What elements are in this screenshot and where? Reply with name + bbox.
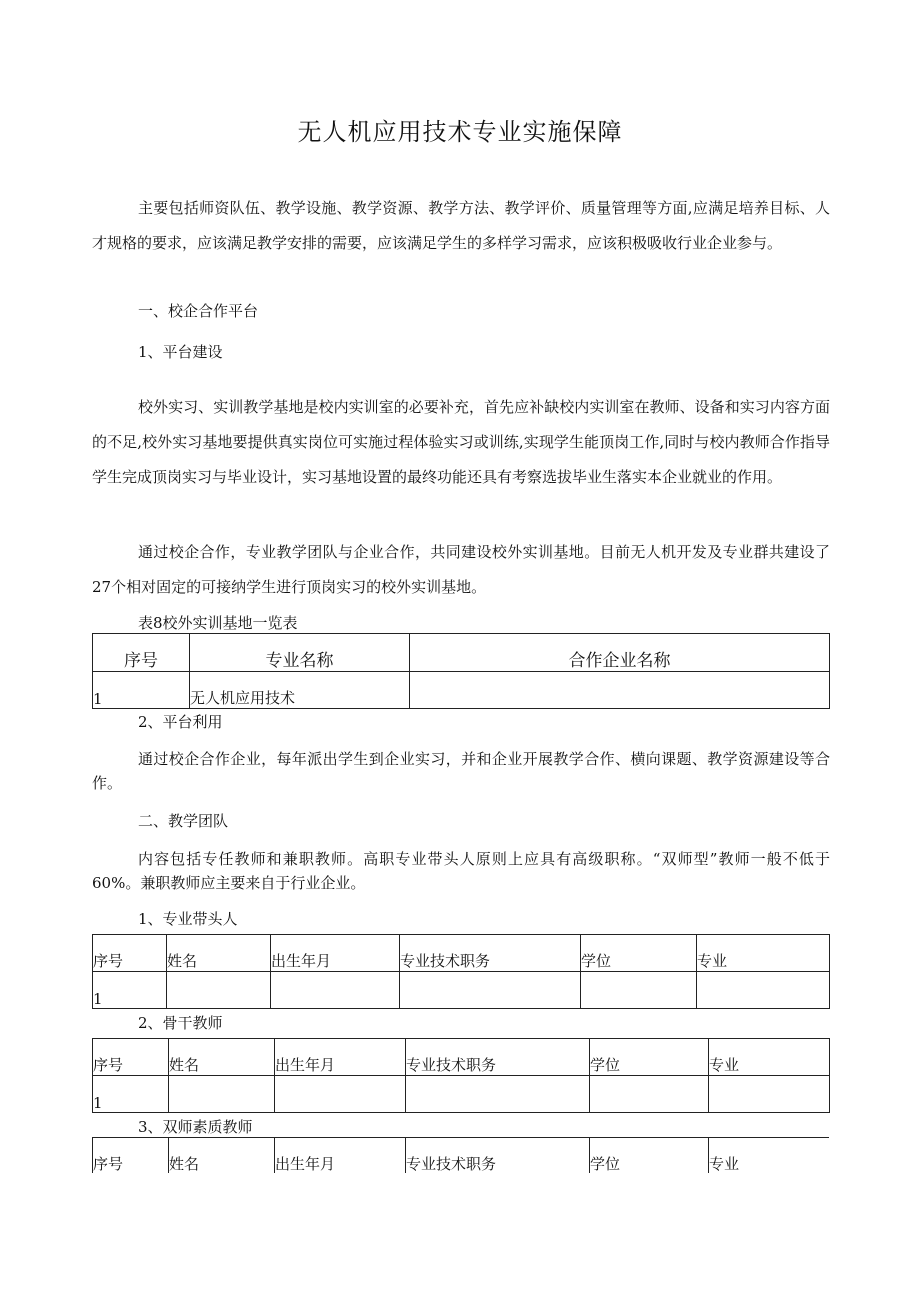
header-cell: 姓名 (169, 1138, 275, 1174)
section1-para3-text: 通过校企合作企业，每年派出学生到企业实习，并和企业开展教学合作、横向课题、教学资源建设等合作。 (92, 750, 830, 792)
table-cell (400, 972, 581, 1009)
table-header-row (93, 1039, 830, 1076)
table-cell (167, 972, 271, 1009)
key-teacher-table (92, 1038, 830, 1113)
section2-sub3: 3、双师素质教师 (138, 1118, 253, 1136)
table-cell (590, 1076, 709, 1113)
header-cell: 专业 (709, 1039, 830, 1076)
section1-para1-text: 校外实习、实训教学基地是校内实训室的必要补充，首先应补缺校内实训室在教师、设备和实习内容方面的不足,校外实习基地要提供真实岗位可实施过程体验实习或训练,实现学生能顶岗工作,同时与校内教师合作指导学生完成顶岗实习与毕业设计，实习基地设置的最终功能还具有考察选拔毕业生落实本企业就业的作用。 (92, 398, 830, 486)
section2-para1 (92, 847, 830, 895)
header-cell: 姓名 (169, 1039, 275, 1076)
header-cell: 序号 (93, 1138, 169, 1174)
section2-sub1: 1、专业带头人 (138, 910, 238, 928)
table-cell (271, 972, 400, 1009)
section1-para1 (92, 390, 830, 495)
table-cell (406, 1076, 590, 1113)
header-cell: 学位 (581, 935, 697, 972)
table-cell (169, 1076, 275, 1113)
table-cell (410, 672, 830, 709)
section1-sub2: 2、平台利用 (138, 713, 223, 731)
section2-para1-text: 内容包括专任教师和兼职教师。高职专业带头人原则上应具有高级职称。“双师型”教师一般不低于60%。兼职教师应主要来自于行业企业。 (92, 850, 830, 892)
header-cell: 出生年月 (275, 1138, 406, 1174)
table-cell: 1 (93, 1076, 169, 1113)
table-header-row (93, 935, 830, 972)
intro-text: 主要包括师资队伍、教学设施、教学资源、教学方法、教学评价、质量管理等方面,应满足培养目标、人才规格的要求，应该满足教学安排的需要，应该满足学生的多样学习需求，应该积极吸收行业企业参与。 (92, 199, 830, 252)
header-cell: 合作企业名称 (410, 634, 830, 672)
section1-sub1: 1、平台建设 (138, 343, 223, 361)
table-cell (697, 972, 830, 1009)
section1-para2 (92, 535, 830, 605)
header-cell: 序号 (93, 935, 167, 972)
table-cell: 1 (93, 672, 190, 709)
leader-table (92, 934, 830, 1009)
header-cell: 学位 (590, 1138, 709, 1174)
intro-paragraph (92, 191, 830, 261)
section1-para2-text: 通过校企合作，专业教学团队与企业合作，共同建设校外实训基地。目前无人机开发及专业群共建设了27个相对固定的可接纳学生进行顶岗实习的校外实训基地。 (92, 543, 830, 596)
table-cell (275, 1076, 406, 1113)
header-cell: 专业名称 (190, 634, 410, 672)
header-cell: 姓名 (167, 935, 271, 972)
header-cell: 专业 (709, 1138, 830, 1174)
header-cell: 出生年月 (275, 1039, 406, 1076)
header-cell: 专业技术职务 (406, 1138, 590, 1174)
dual-teacher-table-clip (92, 1137, 829, 1173)
section2-heading: 二、教学团队 (138, 812, 229, 830)
table-caption: 表8校外实训基地一览表 (138, 614, 298, 632)
section1-heading: 一、校企合作平台 (138, 302, 259, 320)
header-cell: 专业 (697, 935, 830, 972)
header-cell: 学位 (590, 1039, 709, 1076)
header-cell: 专业技术职务 (406, 1039, 590, 1076)
header-cell: 专业技术职务 (400, 935, 581, 972)
section2-sub2: 2、骨干教师 (138, 1014, 223, 1032)
header-cell: 序号 (93, 1039, 169, 1076)
page-title: 无人机应用技术专业实施保障 (297, 118, 623, 146)
base-table (92, 633, 830, 709)
header-cell: 出生年月 (271, 935, 400, 972)
table-row (93, 972, 830, 1009)
table-row (93, 1076, 830, 1113)
section1-para3 (92, 747, 830, 795)
table-cell: 无人机应用技术 (190, 672, 410, 709)
table-header-row (93, 1138, 830, 1174)
table-row (93, 672, 830, 709)
table-cell (581, 972, 697, 1009)
table-cell: 1 (93, 972, 167, 1009)
table-cell (709, 1076, 830, 1113)
table-header-row (93, 634, 830, 672)
header-cell: 序号 (93, 634, 190, 672)
dual-teacher-table (92, 1137, 829, 1173)
